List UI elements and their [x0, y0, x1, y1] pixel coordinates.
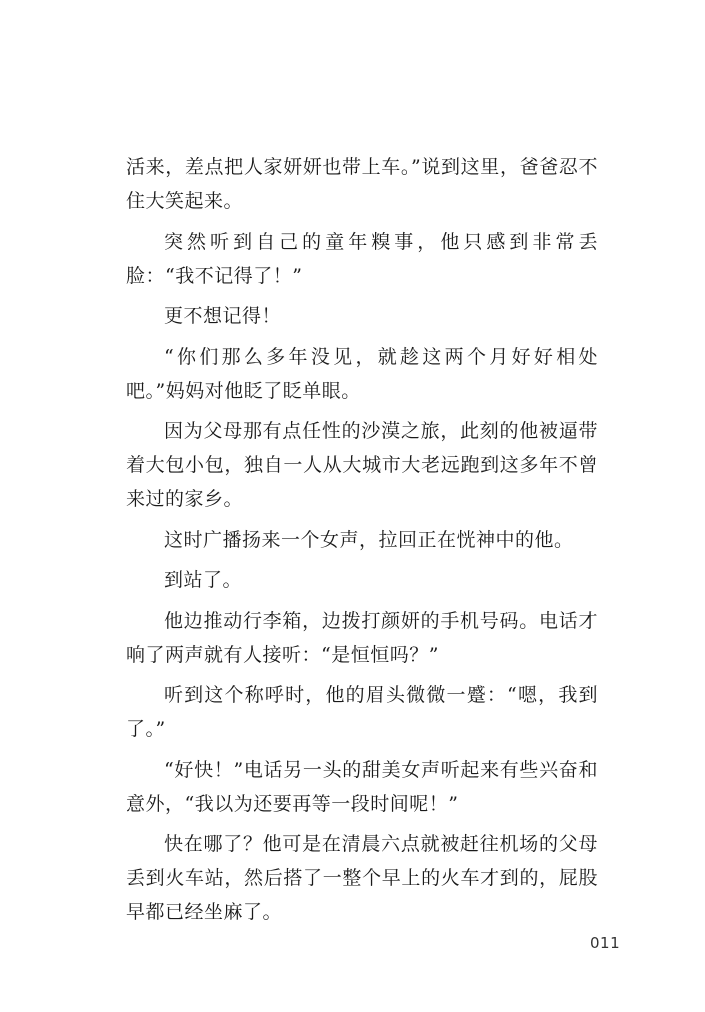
paragraph: 听到这个称呼时，他的眉头微微一蹙：“嗯，我到了。”: [126, 684, 598, 740]
paragraph: 更不想记得！: [164, 305, 282, 327]
paragraph: 这时广播扬来一个女声，拉回正在恍神中的他。: [164, 528, 574, 551]
paragraph: 他边推动行李箱，边拨打颜妍的手机号码。电话才响了两声就有人接听：“是恒恒吗？”: [126, 609, 598, 666]
paragraph: 快在哪了？他可是在清晨六点就被赶往机场的父母丢到火车站，然后搭了一整个早上的火车才到的，屁股早都已经坐麻了。: [126, 833, 598, 923]
paragraph: “你们那么多年没见，就趁这两个月好好相处吧。”妈妈对他眨了眨单眼。: [126, 345, 598, 402]
paragraph: “好快！”电话另一头的甜美女声听起来有些兴奋和意外，“我以为还要再等一段时间呢！”: [126, 758, 598, 815]
paragraph: 突然听到自己的童年糗事，他只感到非常丢脸：“我不记得了！”: [126, 230, 598, 287]
paragraph: 到站了。: [164, 569, 243, 591]
page-number: 011: [590, 934, 621, 952]
body-text: [126, 150, 598, 936]
paragraph-continuation: 活来，差点把人家妍妍也带上车。”说到这里，爸爸忍不住大笑起来。: [126, 156, 598, 212]
paragraph: 因为父母那有点任性的沙漠之旅，此刻的他被逼带着大包小包，独自一人从大城市大老远跑到这多年不曾来过的家乡。: [126, 420, 598, 510]
